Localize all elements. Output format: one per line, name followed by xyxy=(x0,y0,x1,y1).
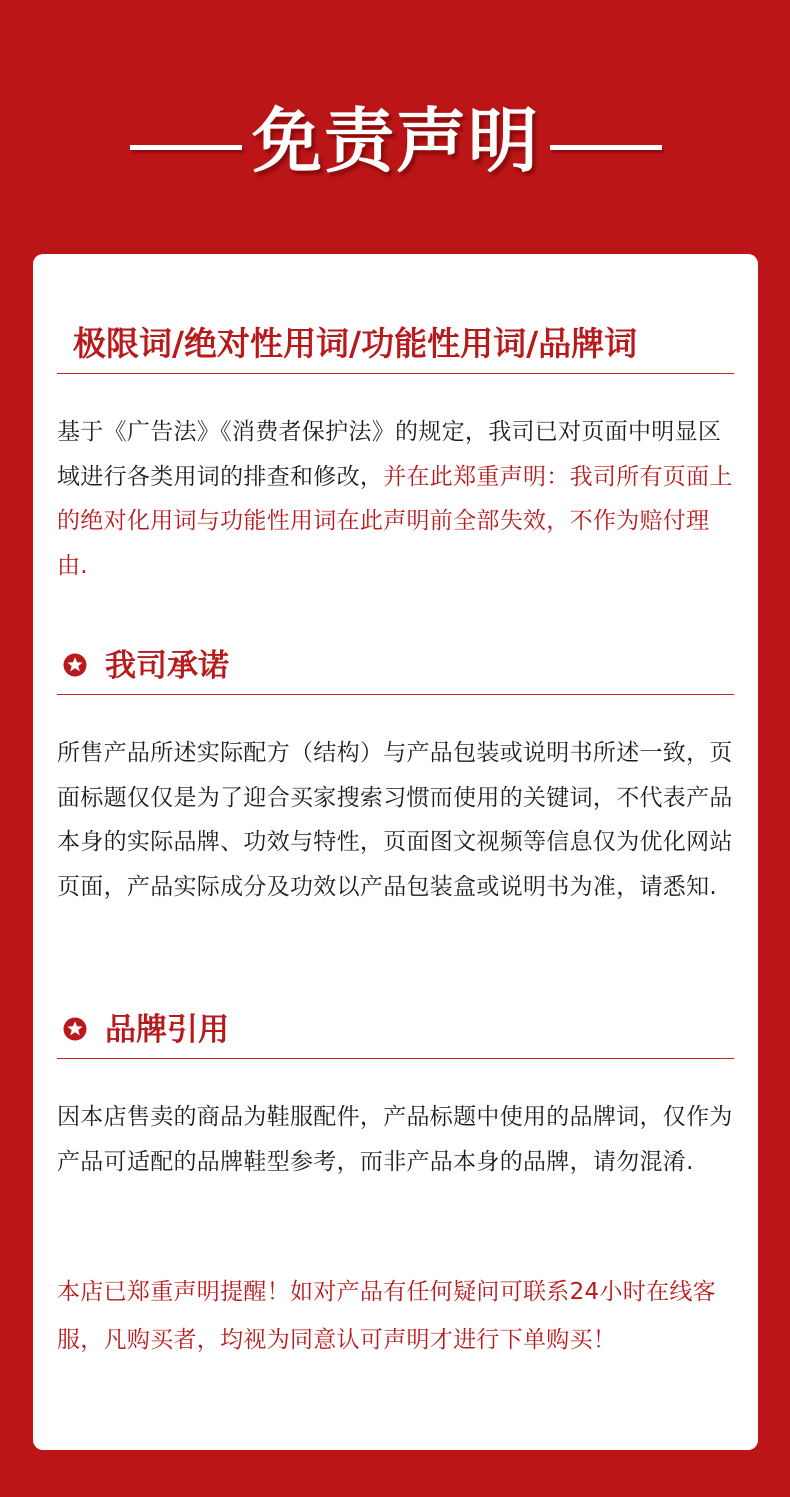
disclaimer-card xyxy=(33,254,758,1450)
section-our-commitment xyxy=(57,634,734,909)
section-heading xyxy=(57,313,734,374)
section-body xyxy=(57,374,734,588)
section-heading-text: 我司承诺 xyxy=(105,648,229,684)
header-right-rule xyxy=(550,145,662,150)
page-header xyxy=(0,0,790,254)
page-title: 免责声明 xyxy=(252,100,540,182)
section-heading xyxy=(57,998,734,1059)
final-notice: 本店已郑重声明提醒！如对产品有任何疑问可联系24小时在线客服，凡购买者，均视为同意认可声明才进行下单购买！ xyxy=(57,1279,716,1353)
section-brand-reference xyxy=(57,998,734,1184)
star-icon xyxy=(63,1017,87,1041)
section-body-emphasis: 并在此郑重声明：我司所有页面上的绝对化用词与功能性用词在此声明前全部失效，不作为赔付理由. xyxy=(57,463,733,579)
section-restricted-words xyxy=(57,313,734,588)
star-icon xyxy=(63,653,87,677)
section-body: 因本店售卖的商品为鞋服配件，产品标题中使用的品牌词，仅作为产品可适配的品牌鞋型参考，而非产品本身的品牌，请勿混淆. xyxy=(57,1104,733,1175)
section-body-plain: 基于《广告法》《消费者保护法》的规定，我司已对页面中明显区域进行各类用词的排查和修改， xyxy=(57,419,722,490)
section-body: 所售产品所述实际配方（结构）与产品包装或说明书所述一致，页面标题仅仅是为了迎合买家搜索习惯而使用的关键词，不代表产品本身的实际品牌、功效与特性，页面图文视频等信息仅为优化网站页面，产品实际成分及功效以产品包装盒或说明书为准，请悉知. xyxy=(57,740,733,900)
section-heading xyxy=(57,634,734,695)
section-heading-text: 品牌引用 xyxy=(105,1012,229,1048)
header-left-rule xyxy=(130,145,242,150)
section-heading-text: 极限词/绝对性用词/功能性用词/品牌词 xyxy=(73,324,638,363)
